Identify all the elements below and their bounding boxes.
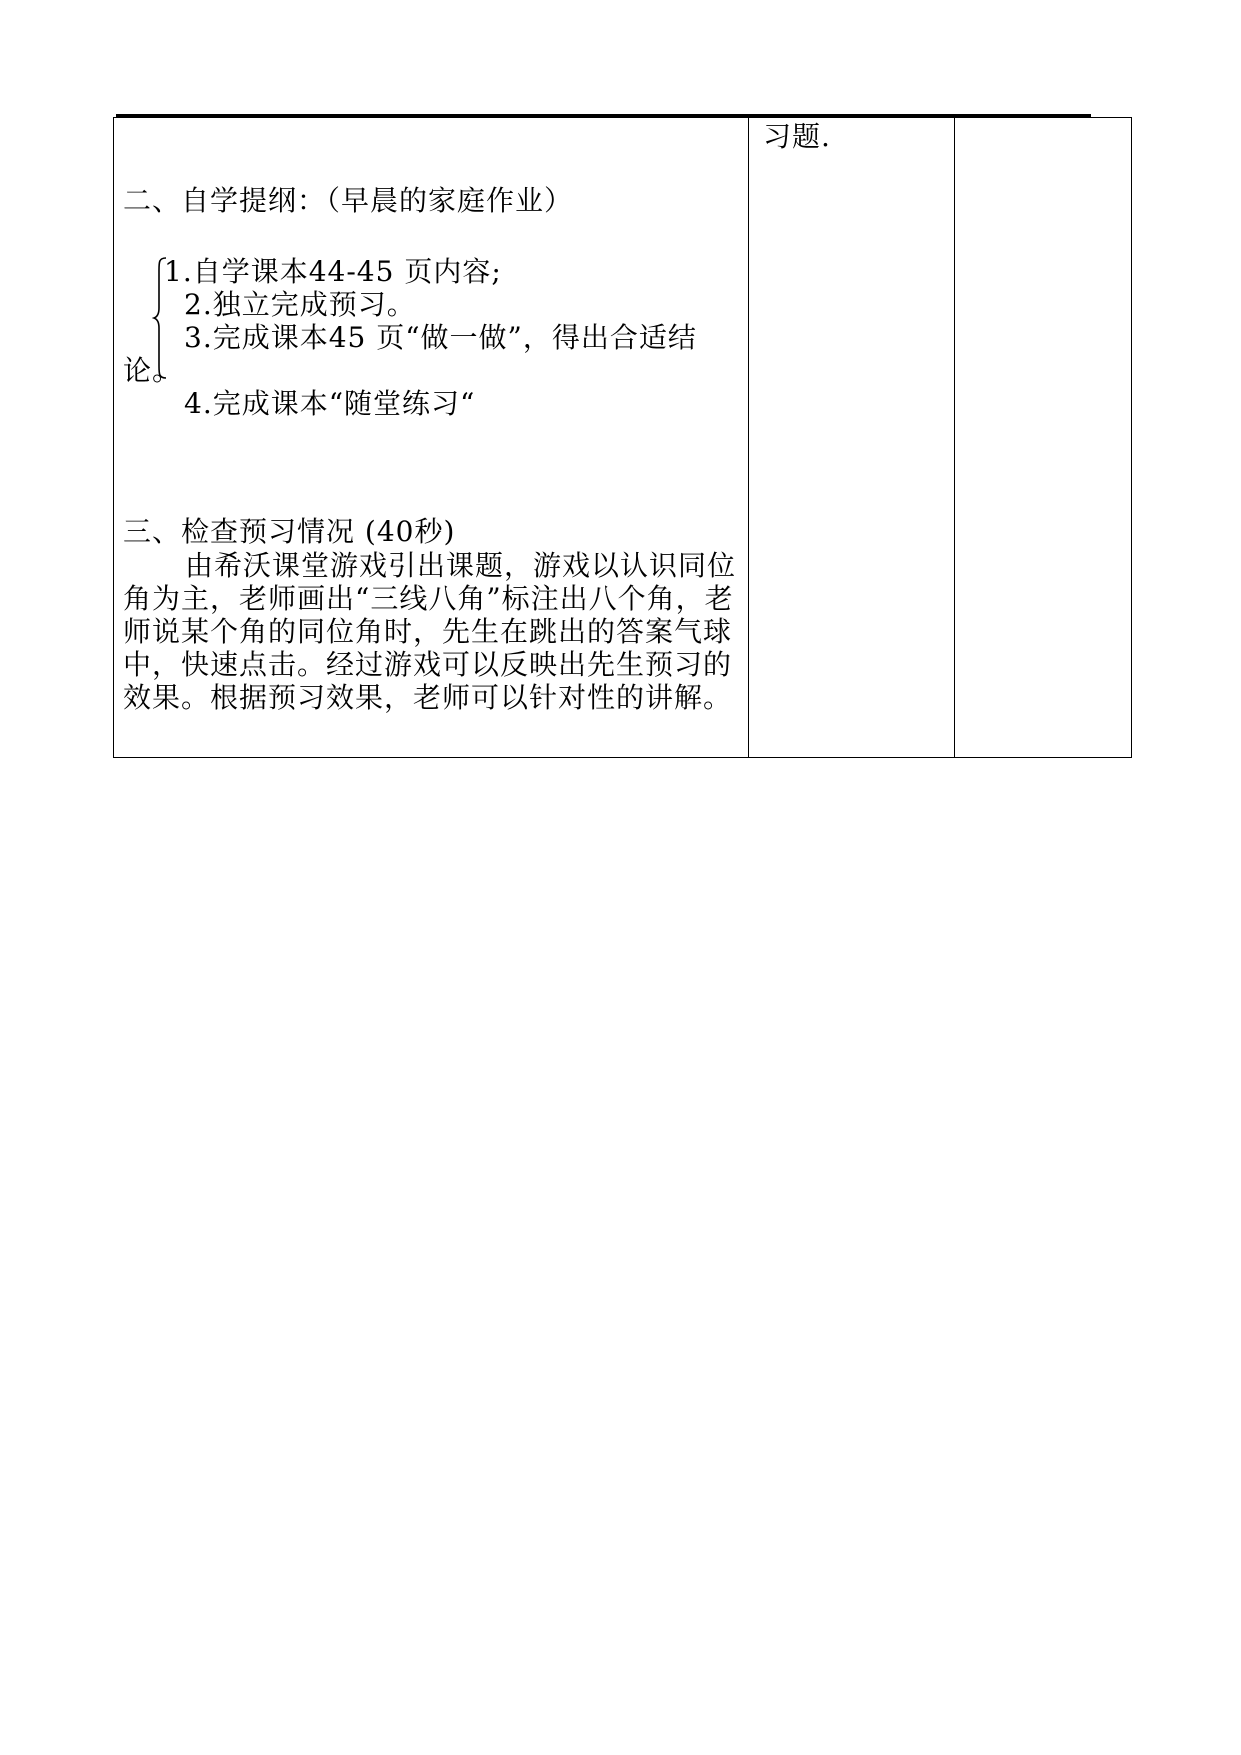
column2-text: 习题. xyxy=(763,120,831,153)
section2-item-3-continuation: 论。 xyxy=(123,354,182,387)
section2-item-1: 1.自学课本44-45 页内容; xyxy=(164,255,502,288)
lesson-table xyxy=(113,117,1132,758)
table-row xyxy=(114,118,1132,758)
section3-paragraph xyxy=(123,549,743,714)
section2-item-4: 4.完成课本“随堂练习“ xyxy=(184,387,476,420)
section2-heading: 二、自学提纲：（早晨的家庭作业） xyxy=(123,184,574,217)
content-cell xyxy=(114,118,749,758)
notes-cell xyxy=(749,118,955,758)
section3-paragraph-text: 由希沃课堂游戏引出课题，游戏以认识同位角为主，老师画出“三线八角”标注出八个角，老师说某个角的同位角时，先生在跳出的答案气球中，快速点击。经过游戏可以反映出先生预习的效果。根据预习效果，老师可以针对性的讲解。 xyxy=(123,549,737,714)
empty-cell xyxy=(955,118,1132,758)
section2-item-3: 3.完成课本45 页“做一做”，得出合适结 xyxy=(184,321,697,354)
section3-heading: 三、检查预习情况 (40秒) xyxy=(123,515,456,548)
section2-item-2: 2.独立完成预习。 xyxy=(184,288,416,321)
